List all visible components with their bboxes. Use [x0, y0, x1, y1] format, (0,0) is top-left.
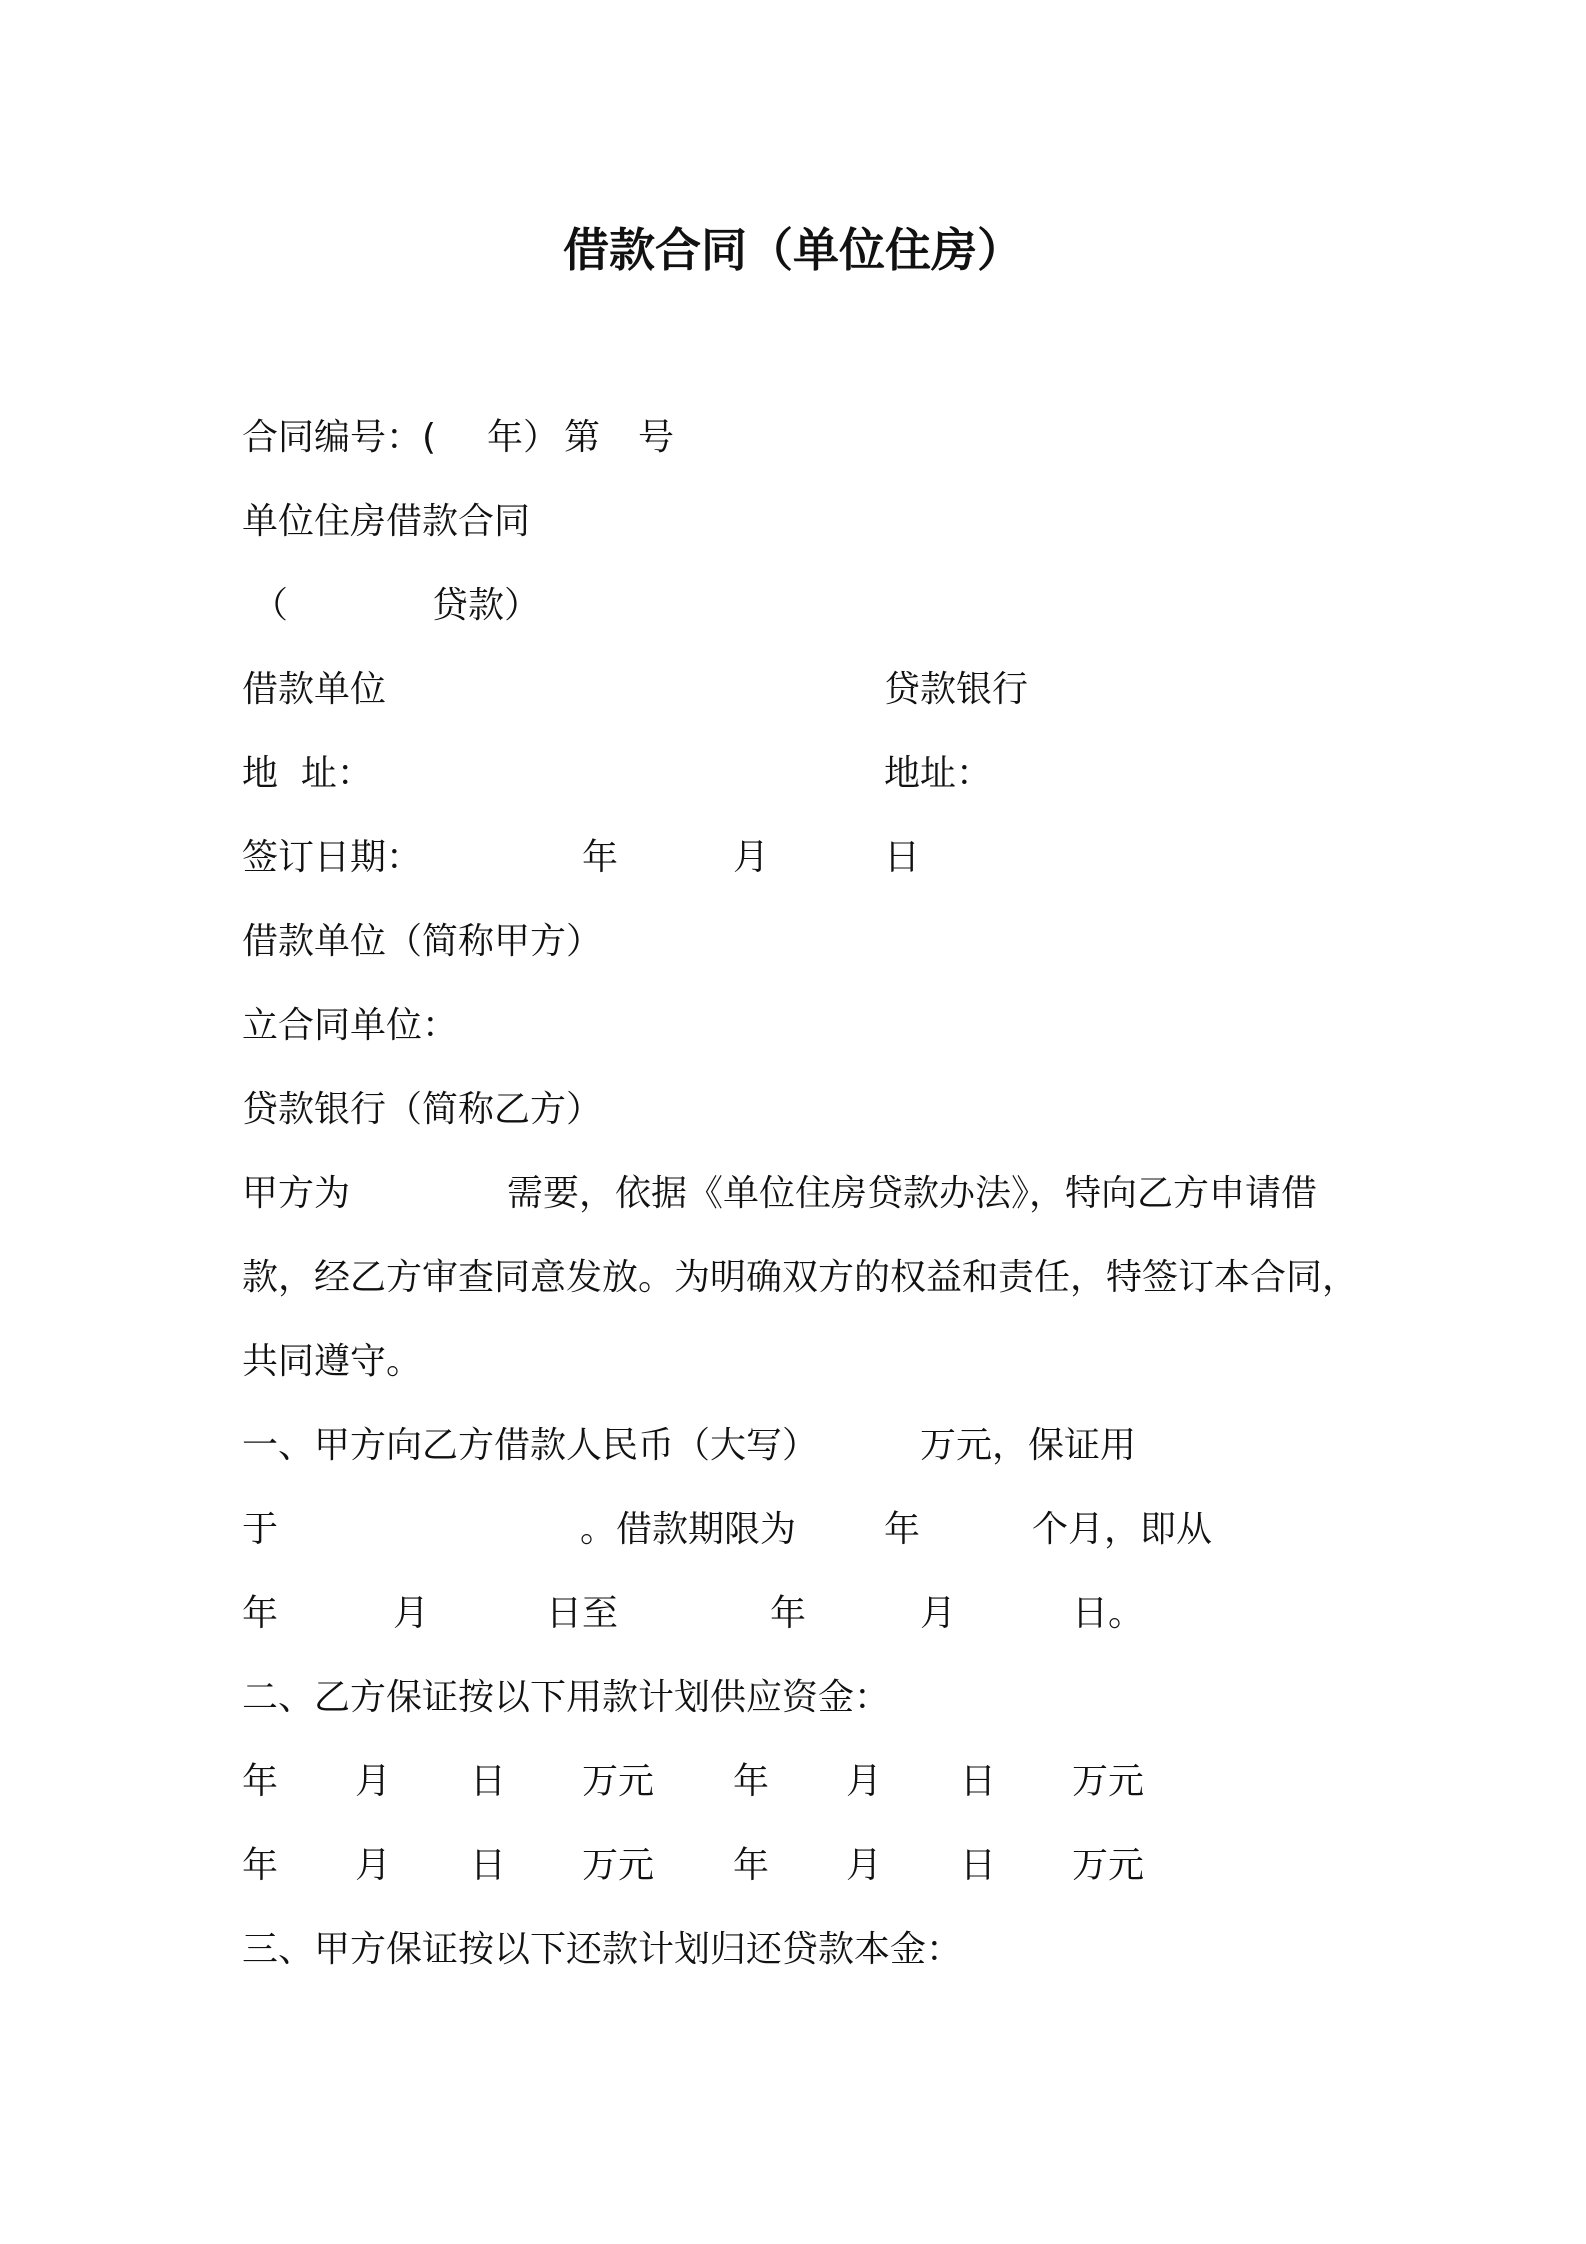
plan-row2-day1: 日 — [470, 1845, 507, 1886]
clause1-line3-day2: 日。 — [1072, 1593, 1145, 1634]
plan-row1-month1: 月 — [355, 1761, 392, 1802]
intro-line1-start: 甲方为 — [242, 1173, 351, 1214]
loan-type-open: （ — [252, 585, 289, 626]
clause1-line1-start: 一、甲方向乙方借款人民币（大写） — [242, 1425, 819, 1466]
contract-no-label: 合同编号：( — [242, 417, 437, 458]
lender-label: 贷款银行 — [884, 669, 1029, 710]
plan-row1-day1: 日 — [470, 1761, 507, 1802]
plan-row2-amount1: 万元 — [582, 1845, 655, 1886]
clause1-line3-year2: 年 — [770, 1593, 807, 1634]
intro-line2: 款，经乙方审查同意发放。为明确双方的权益和责任，特签订本合同， — [242, 1257, 1359, 1298]
plan-row1-day2: 日 — [960, 1761, 997, 1802]
clause1-line3-year1: 年 — [242, 1593, 279, 1634]
clause3-heading: 三、甲方保证按以下还款计划归还贷款本金： — [242, 1929, 963, 1970]
party-b-label: 贷款银行（简称乙方） — [242, 1089, 603, 1130]
clause1-line2-c: 年 — [884, 1509, 921, 1550]
clause1-line2-a: 于 — [242, 1509, 279, 1550]
sign-date-label: 签订日期： — [242, 837, 423, 878]
plan-row2-day2: 日 — [960, 1845, 997, 1886]
sign-date-day: 日 — [884, 837, 921, 878]
clause1-line1-end: 万元，保证用 — [920, 1425, 1137, 1466]
plan-row2-month1: 月 — [355, 1845, 392, 1886]
sign-date-year: 年 — [582, 837, 619, 878]
clause1-line3-month1: 月 — [393, 1593, 430, 1634]
clause1-line2-b: 。借款期限为 — [580, 1509, 797, 1550]
clause2-heading: 二、乙方保证按以下用款计划供应资金： — [242, 1677, 891, 1718]
contract-no-year: 年） — [487, 417, 560, 458]
contract-unit-label: 立合同单位： — [242, 1005, 459, 1046]
contract-no-number: 号 — [638, 417, 675, 458]
clause1-line2-d: 个月，即从 — [1032, 1509, 1213, 1550]
intro-line3: 共同遵守。 — [242, 1341, 423, 1382]
loan-type-close: 贷款） — [432, 585, 541, 626]
clause1-line3-day1: 日至 — [546, 1593, 619, 1634]
address-right-label: 地址： — [884, 753, 993, 794]
contract-heading: 单位住房借款合同 — [242, 501, 531, 542]
plan-row2-month2: 月 — [846, 1845, 883, 1886]
party-a-label: 借款单位（简称甲方） — [242, 921, 603, 962]
document-title: 借款合同（单位住房） — [563, 223, 1023, 277]
plan-row1-amount2: 万元 — [1072, 1761, 1145, 1802]
plan-row2-year1: 年 — [242, 1845, 279, 1886]
plan-row1-month2: 月 — [846, 1761, 883, 1802]
contract-no-word: 第 — [564, 417, 601, 458]
intro-line1-end: 需要，依据《单位住房贷款办法》，特向乙方申请借 — [507, 1173, 1318, 1214]
plan-row2-amount2: 万元 — [1072, 1845, 1145, 1886]
sign-date-month: 月 — [733, 837, 770, 878]
plan-row1-year2: 年 — [733, 1761, 770, 1802]
clause1-line3-month2: 月 — [920, 1593, 957, 1634]
address-left-label: 地 址： — [242, 753, 373, 794]
plan-row1-year1: 年 — [242, 1761, 279, 1802]
plan-row2-year2: 年 — [733, 1845, 770, 1886]
plan-row1-amount1: 万元 — [582, 1761, 655, 1802]
borrower-label: 借款单位 — [242, 669, 387, 710]
